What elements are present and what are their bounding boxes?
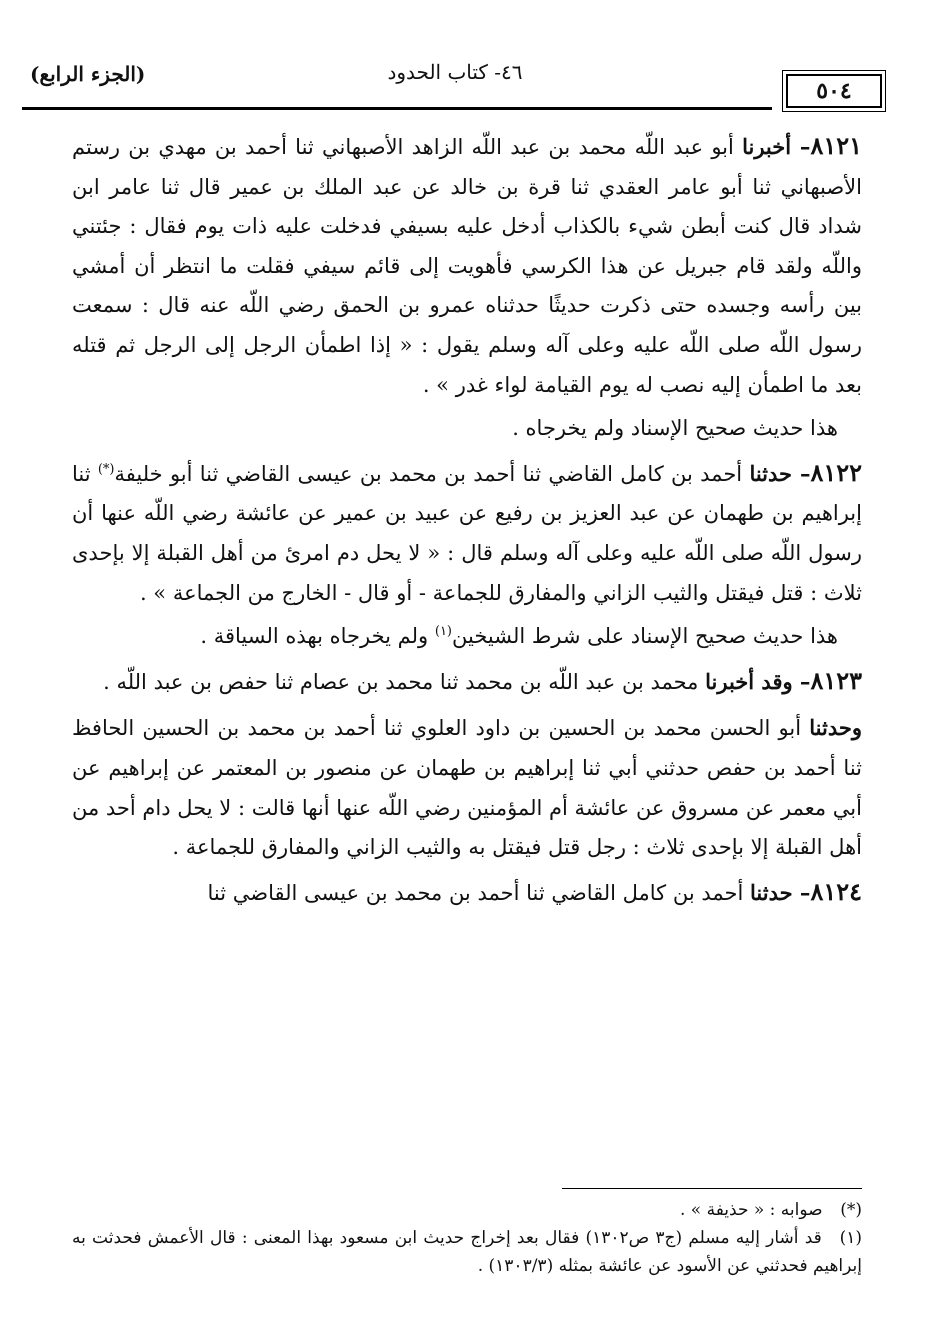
- hadith-8121: ٨١٢١– أخبرنا أبو عبد اللّه محمد بن عبد اللّه الزاهد الأصبهاني ثنا أحمد بن مهدي بن رستم الأصبهاني ثنا أبو عامر العقدي ثنا قرة بن خالد عن عبد الملك بن عمير قال ثنا عامر ابن شداد قال كنت أبطن شيء بالكذاب أدخل عليه بسيفي فدخلت عليه ذات يوم فقال : جئتني واللّه ولقد قام جبريل عن هذا الكرسي فأهويت إلى قائم سيفي فقلت ما انتظر أن أمشي بين رأسه وجسده حتى ذكرت حديثًا حدثناه عمرو بن الحمق رضي اللّه عنه قال : سمعت رسول اللّه صلى اللّه عليه وعلى آله وسلم يقول : « إذا اطمأن الرجل إلى الرجل ثم قتله بعد ما اطمأن إليه نصب له يوم القيامة لواء غدر » .: [72, 131, 862, 397]
- footnote-mark: (١): [839, 1228, 862, 1248]
- footnote-rule: [562, 1188, 862, 1189]
- hadith-text: أحمد بن كامل القاضي ثنا أحمد بن محمد بن عيسى القاضي ثنا: [207, 880, 744, 905]
- hadith-8122: ٨١٢٢– حدثنا أحمد بن كامل القاضي ثنا أحمد بن محمد بن عيسى القاضي ثنا أبو خليفة(*) ثنا إبراهيم بن طهمان عن عبد العزيز بن رفيع عن عبيد بن عمير عن عائشة رضي اللّه عنها أن رسول اللّه صلى اللّه عليه وعلى آله وسلم قال : « لا يحل دم امرئ من أهل القبلة إلا بإحدى ثلاث : قتل فيقتل والثيب الزاني والمفارق للجماعة - أو قال - الخارج من الجماعة » .: [72, 457, 863, 605]
- hadith-keyword: وحدثنا: [809, 715, 862, 741]
- hadith-keyword: حدثنا: [750, 879, 793, 905]
- footnote-mark: (*): [840, 1200, 862, 1220]
- page-number: ٥٠٤: [786, 74, 882, 108]
- hadith-number: ٨١٢١: [810, 131, 862, 160]
- hadith-number: ٨١٢٢: [810, 457, 863, 487]
- hadith-text-continued: ثنا إبراهيم بن طهمان عن عبد العزيز بن رفيع عن عبيد بن عمير عن عائشة رضي اللّه عنها أن رسول اللّه صلى اللّه عليه وعلى آله وسلم قال : « لا يحل دم امرئ من أهل القبلة إلا بإحدى ثلاث : قتل فيقتل والثيب الزاني والمفارق للجماعة - أو قال - الخارج من الجماعة » .: [72, 461, 862, 605]
- hadith-keyword: أخبرنا: [742, 134, 792, 159]
- footnote-text: صوابه : « حذيفة » .: [679, 1200, 823, 1220]
- footnote-text: قد أشار إليه مسلم (ج٣ ص١٣٠٢) فقال بعد إخراج حديث ابن مسعود بهذا المعنى : قال الأعمش فحدثت به إبراهيم فحدثني عن الأسود عن عائشة بمثله (١٣٠٣/٣) .: [72, 1228, 862, 1276]
- hadith-number: ٨١٢٣: [810, 665, 862, 695]
- footnote-ref[interactable]: (*): [97, 461, 115, 477]
- hadith-text: أحمد بن كامل القاضي ثنا أحمد بن محمد بن عيسى القاضي ثنا أبو خليفة: [114, 461, 743, 486]
- footnotes: [72, 1196, 862, 1280]
- hadith-keyword: حدثنا: [749, 460, 793, 486]
- page-body: [72, 126, 862, 917]
- ruling-text-continued: ولم يخرجاه بهذه السياقة .: [200, 624, 435, 649]
- footnote-ref[interactable]: (١): [434, 624, 452, 640]
- ruling-text: هذا حديث صحيح الإسناد على شرط الشيخين: [452, 624, 838, 649]
- hadith-text: محمد بن عبد اللّه بن محمد ثنا محمد بن عصام ثنا حفص بن عبد اللّه .: [103, 669, 699, 694]
- hadith-text: أبو عبد اللّه محمد بن عبد اللّه الزاهد الأصبهاني ثنا أحمد بن مهدي بن رستم الأصبهاني ثنا أبو عامر العقدي ثنا قرة بن خالد عن عبد الملك بن عمير قال ثنا عامر ابن شداد قال كنت أبطن شيء بالكذاب أدخل عليه بسيفي فدخلت عليه ذات يوم فقال : جئتني واللّه ولقد قام جبريل عن هذا الكرسي فأهويت إلى قائم سيفي فقلت ما انتظر أن أمشي بين رأسه وجسده حتى ذكرت حديثًا حدثناه عمرو بن الحمق رضي اللّه عنه قال : سمعت رسول اللّه صلى اللّه عليه وعلى آله وسلم يقول : « إذا اطمأن الرجل إلى الرجل ثم قتله بعد ما اطمأن إليه نصب له يوم القيامة لواء غدر » .: [72, 135, 862, 397]
- header-rule: [22, 107, 772, 110]
- volume-part-label: (الجزء الرابع): [30, 62, 146, 86]
- hadith-8123: ٨١٢٣– وقد أخبرنا محمد بن عبد اللّه بن محمد ثنا محمد بن عصام ثنا حفص بن عبد اللّه .: [103, 665, 862, 695]
- chapter-title: ٤٦- كتاب الحدود: [387, 60, 523, 84]
- page-header: [30, 60, 880, 110]
- hadith-text: أبو الحسن محمد بن الحسين بن داود العلوي ثنا أحمد بن محمد بن الحسين الحافظ ثنا أحمد بن حفص حدثني أبي ثنا إبراهيم بن طهمان عن منصور بن المعتمر عن إبراهيم عن أبي معمر عن مسروق عن عائشة أم المؤمنين رضي اللّه عنها أنها قالت : لا يحل دام أحد من أهل القبلة إلا بإحدى ثلاث : رجل قتل فيقتل به والثيب الزاني والمفارق للجماعة .: [72, 716, 862, 860]
- hadith-number: ٨١٢٤: [810, 876, 862, 906]
- hadith-ruling: [72, 617, 862, 657]
- hadith-keyword: وقد أخبرنا: [705, 668, 793, 694]
- hadith-ruling: هذا حديث صحيح الإسناد ولم يخرجاه .: [512, 416, 838, 441]
- footnote: [72, 1196, 862, 1224]
- hadith-8124: ٨١٢٤– حدثنا أحمد بن كامل القاضي ثنا أحمد بن محمد بن عيسى القاضي ثنا: [207, 876, 862, 906]
- hadith-8123-second-chain: [72, 708, 862, 867]
- footnote: [72, 1224, 862, 1280]
